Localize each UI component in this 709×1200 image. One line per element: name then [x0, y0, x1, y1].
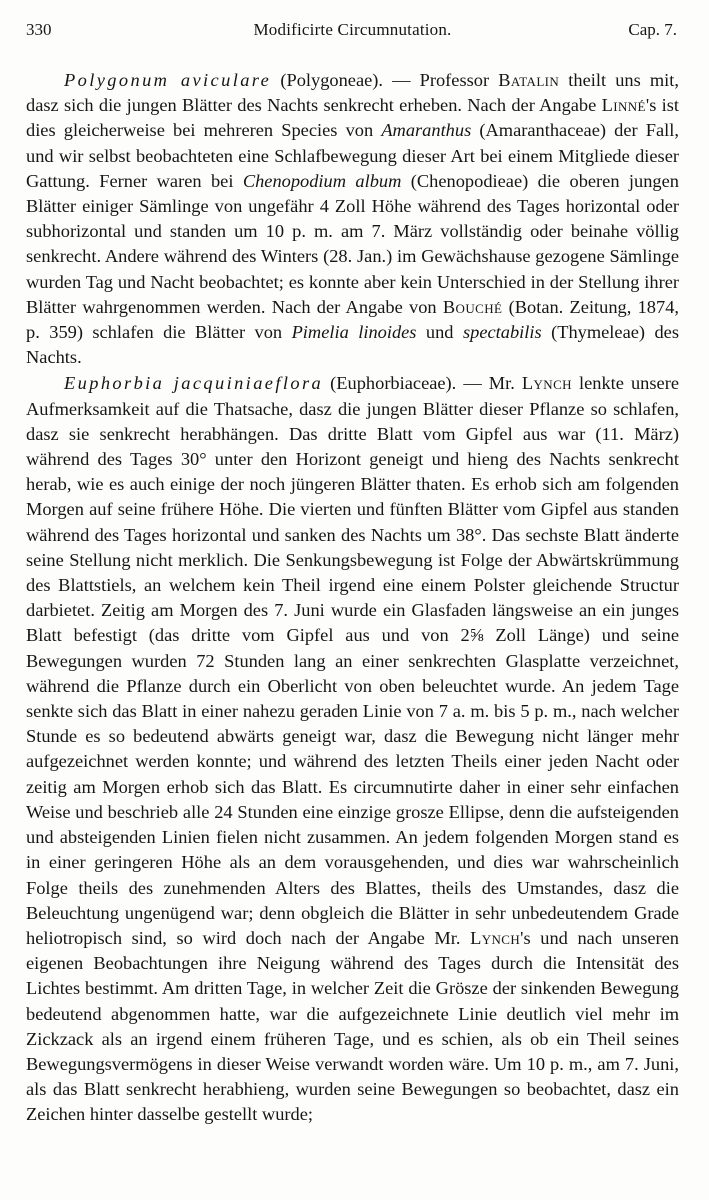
author-name: Bouché: [442, 296, 503, 317]
author-name: Lynch: [470, 927, 521, 948]
text-run: (Chenopodieae) die oberen jungen Blätter einiger Sämlinge von ungefähr 4 Zoll Höhe während des Tages horizontal oder subhorizontal und standen um 10 p. m. am 7. März vollständig oder beinahe völlig senkrecht. Andere während des Winters (28. Jan.) im Gewächshause gezogene Sämlinge wurden Tag und Nacht beobachtet; es konnte aber kein Unterschied in der Stellung ihrer Blätter wahrgenommen werden. Nach der Angabe von: [26, 170, 679, 317]
text-run: (Amaranthaceae) der Fall, und wir selbst beobachteten eine Schlafbewegung dieser Art bei einem Mitgliede dieser Gattung. Ferner waren bei: [26, 120, 679, 191]
taxon-name: Chenopodium album: [242, 170, 402, 191]
page-number: 330: [26, 20, 52, 39]
running-header: [26, 16, 679, 46]
species-heading: Polygonum aviculare: [64, 70, 272, 90]
text-run: 's ist dies gleicherweise bei mehreren Species von: [26, 95, 680, 141]
author-name: Batalin: [498, 70, 560, 90]
text-run: und: [416, 322, 463, 343]
author-name: Linné: [601, 95, 646, 116]
taxon-name: Amaranthus: [381, 120, 472, 141]
text-run: (Euphorbiaceae). — Mr.: [323, 373, 522, 394]
taxon-name: Pimelia linoides: [291, 322, 417, 343]
paragraph-polygonum: [26, 68, 679, 370]
chapter-label: Cap. 7.: [628, 20, 677, 39]
running-title: Modificirte Circumnutation.: [253, 20, 452, 39]
body-text: [26, 68, 679, 1128]
species-heading: Euphorbia jacquiniaeflora: [64, 373, 324, 394]
text-run: (Thymeleae) des Nachts.: [26, 322, 679, 368]
text-run: lenkte unsere Aufmerksamkeit auf die Thatsache, dasz die jungen Blätter dieser Pflanze so schlafen, dasz sie senkrecht herabhängen. Das dritte Blatt vom Gipfel aus war (11. März) während des Tages 30° unter den Horizont geneigt und hieng des Nachts senkrecht herab, wie es auch einige der noch jüngeren Blätter thaten. Es erhob sich am folgenden Morgen auf seine frühere Höhe. Die vierten und fünften Blätter vom Gipfel aus standen während des Tages horizontal und sanken des Nachts um 38°. Das sechste Blatt änderte seine Stellung nicht merklich. Die Senkungsbewegung ist Folge der Abwärtskrümmung des Blattstiels, an welchem kein Theil irgend eine einem Polster gleichende Structur darbietet. Zeitig am Morgen des 7. Juni wurde ein Glasfaden längsweise an ein junges Blatt befestigt (das dritte vom Gipfel aus und von 2⅝ Zoll Länge) und seine Bewegungen wurden 72 Stunden lang an einer senkrechten Glasplatte verzeichnet, während die Pflanze durch ein Oberlicht von oben beleuchtet wurde. An jedem Tage senkte sich das Blatt in einer nahezu geraden Linie von 7 a. m. bis 5 p. m., nach welcher Stunde es so bedeutend abwärts geneigt war, dasz die Bewegung nicht länger mehr aufgezeichnet werden konnte; und während des letzten Theils einer jeden Nacht oder zeitig am Morgen erhob sich das Blatt. Es circumnutirte daher in einer sehr einfachen Weise und beschrieb alle 24 Stunden eine einzige grosze Ellipse, denn die aufsteigenden und absteigenden Linien fielen nicht zusammen. An jedem folgenden Morgen stand es in einer geringeren Höhe als an dem vorausgehenden, und dies war wahrscheinlich Folge theils des zunehmenden Alters des Blattes, theils des Umstandes, dasz die Beleuchtung ungenügend war; denn obgleich die Blätter in sehr unbedeutendem Grade heliotropisch sind, so wird doch nach der Angabe Mr.: [26, 373, 679, 948]
text-run: theilt uns mit, dasz sich die jungen Blätter des Nachts senkrecht erheben. Nach der Angabe: [26, 70, 679, 116]
taxon-name: spectabilis: [462, 322, 542, 343]
text-run: (Polygoneae). — Professor: [271, 70, 499, 90]
paragraph-euphorbia: [26, 371, 679, 1127]
text-run: (Botan. Zeitung, 1874, p. 359) schlafen die Blätter von: [26, 296, 679, 343]
author-name: Lynch: [521, 373, 572, 394]
text-run: 's und nach unseren eigenen Beobachtungen ihre Neigung während des Tages durch die Intensität des Lichtes bestimmt. Am dritten Tage, in welcher Zeit die Grösze der sinkenden Bewegung bedeutend abgenommen hatte, war die aufgezeichnete Linie deutlich viel mehr im Zickzack als an irgend einem früheren Tage, und es schien, als ob ein Theil seines Bewegungsvermögens in dieser Weise verwandt worden wäre. Um 10 p. m., am 7. Juni, als das Blatt senkrecht herabhieng, wurden seine Bewegungen so beobachtet, dasz ein Zeichen hinter dasselbe gestellt wurde;: [26, 927, 679, 1125]
